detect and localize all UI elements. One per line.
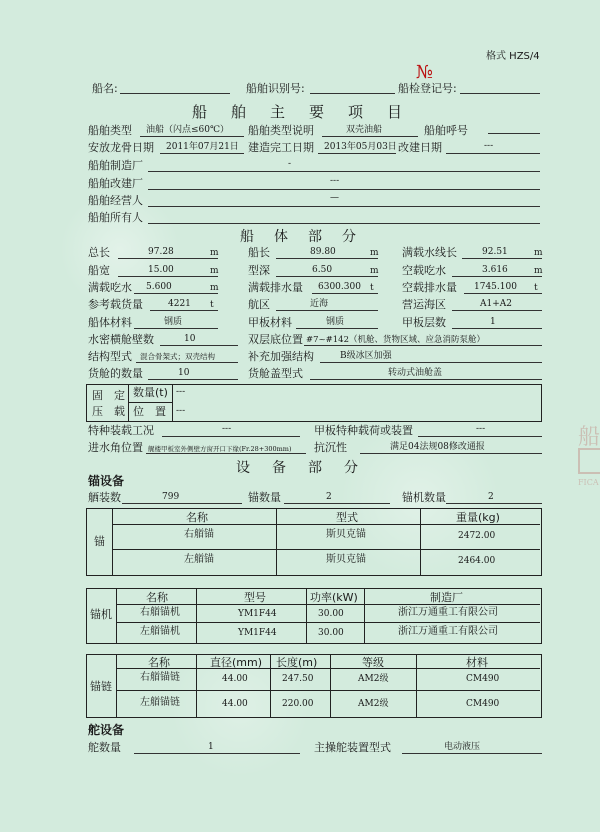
ice-label: 补充加强结构 (248, 350, 314, 363)
anchor-col-line-2 (420, 508, 421, 575)
depth-value: 6.50 (312, 265, 333, 275)
table-row: 右艏锚链 (140, 672, 180, 683)
table-row: 右艏锚机 (140, 607, 180, 618)
steering-line (402, 753, 542, 754)
chain-0-grade: AM2级 (358, 674, 389, 684)
windlass-qty-label: 锚机数量 (402, 491, 446, 504)
table-row: 右艏锚 (184, 529, 214, 540)
lbp-value: 89.80 (310, 247, 336, 257)
operator-line (148, 206, 540, 207)
fitting-no-value: 799 (162, 492, 180, 502)
deck-count-label: 甲板层数 (402, 316, 446, 329)
windlass-qty-line (446, 503, 542, 504)
depth-line (276, 276, 378, 277)
builder-line (148, 171, 540, 172)
keel-date-value: 2011年07月21日 (166, 142, 239, 152)
full-draft-label: 满载吃水 (88, 281, 132, 294)
chain-0-dia: 44.00 (222, 674, 248, 684)
chain-header-dia: 直径(mm) (210, 656, 263, 669)
owner-label: 船舶所有人 (88, 211, 143, 224)
full-draft-line (134, 293, 218, 294)
chain-0-mat: CM490 (466, 674, 500, 684)
light-draft-unit: m (534, 266, 543, 276)
light-draft-value: 3.616 (482, 265, 508, 275)
special-cond-value: --- (222, 424, 232, 434)
rudder-qty-value: 1 (208, 742, 214, 752)
anchor-qty-label: 锚数量 (248, 491, 281, 504)
ice-value: B级冰区加强 (340, 351, 392, 361)
deck-count-value: 1 (490, 317, 496, 327)
structure-line (136, 362, 238, 363)
holds-label: 货舱的数量 (88, 367, 143, 380)
light-disp-unit: t (534, 283, 538, 293)
loa-unit: m (210, 248, 219, 258)
hull-title: 船体部分 (240, 229, 376, 245)
side-watermark-emblem (578, 448, 600, 474)
windlass-table-divider (116, 588, 117, 643)
nav-area-value: 近海 (310, 299, 329, 309)
nav-area-label: 航区 (248, 298, 270, 311)
operator-value: — (330, 193, 339, 203)
ballast-inner-line (128, 402, 172, 403)
hatch-value: 转动式油舱盖 (388, 368, 443, 378)
chain-header-len: 长度(m) (276, 656, 318, 669)
call-sign-line (488, 133, 540, 134)
breadth-unit: m (210, 266, 219, 276)
steering-label: 主操舵装置型式 (314, 741, 391, 754)
windlass-1-model: YM1F44 (238, 628, 277, 638)
table-row: 左艏锚链 (140, 697, 180, 708)
windlass-1-maker: 浙江万通重工有限公司 (398, 626, 498, 637)
structure-label: 结构型式 (88, 350, 132, 363)
ship-type-line (140, 136, 244, 137)
sink-label: 抗沉性 (314, 441, 347, 454)
flood-line (146, 453, 306, 454)
windlass-header-power: 功率(kW) (310, 591, 358, 604)
windlass-header-line (116, 604, 540, 605)
table-row: 左艏锚 (184, 554, 214, 565)
special-cond-label: 特种装载工况 (88, 424, 154, 437)
light-draft-label: 空载吃水 (402, 264, 446, 277)
ship-type-value: 油船（闪点≤60℃） (146, 125, 230, 135)
ballast-pos-label: 位 置 (133, 405, 166, 418)
special-deck-label: 甲板特种载荷或装置 (314, 424, 413, 437)
equipment-title: 设备部分 (236, 460, 380, 476)
deck-count-line (452, 328, 542, 329)
ref-cargo-label: 参考载货量 (88, 298, 143, 311)
deck-mat-line (296, 328, 378, 329)
chain-1-len: 220.00 (282, 699, 314, 709)
chain-header-grade: 等级 (362, 656, 384, 669)
depth-unit: m (370, 266, 379, 276)
light-disp-value: 1745.100 (474, 282, 517, 292)
depth-label: 型深 (248, 264, 270, 277)
type-desc-value: 双壳油船 (346, 125, 383, 135)
nav-area-line (276, 310, 378, 311)
conversion-line (148, 189, 540, 190)
modify-value: --- (484, 141, 494, 151)
anchor-header-name: 名称 (186, 511, 208, 524)
modify-label: 改建日期 (398, 141, 442, 154)
lbp-label: 船长 (248, 246, 270, 259)
side-watermark: 船 (578, 425, 600, 450)
windlass-row-line (116, 622, 540, 623)
windlass-header-name: 名称 (146, 591, 168, 604)
type-desc-label: 船舶类型说明 (248, 124, 314, 137)
ballast-qty-value: --- (176, 387, 186, 397)
rudder-qty-line (134, 753, 300, 754)
op-area-line (452, 310, 542, 311)
call-sign-label: 船舶呼号 (424, 124, 468, 137)
op-area-label: 营运海区 (402, 298, 446, 311)
ballast-divider-2 (172, 384, 173, 421)
ship-type-label: 船舶类型 (88, 124, 132, 137)
full-draft-value: 5.600 (146, 282, 172, 292)
ballast-pos-value: --- (176, 406, 186, 416)
fitting-no-line (122, 503, 242, 504)
chain-header-name: 名称 (148, 656, 170, 669)
holds-line (148, 379, 238, 380)
serial-mark: № (416, 62, 434, 83)
anchor-1-weight: 2464.00 (458, 556, 496, 566)
anchor-header-weight: 重量(kg) (456, 511, 500, 524)
windlass-col-line-2 (306, 588, 307, 643)
ship-id-line (310, 93, 395, 94)
dbl-bottom-value: #7~#142（机舱、货物区域、应急消防泵舱） (306, 335, 485, 345)
lwl-unit: m (534, 248, 543, 258)
anchor-1-type: 斯贝克锚 (326, 554, 366, 565)
reg-no-label: 船检登记号: (398, 82, 457, 95)
ship-name-label: 船名: (92, 82, 118, 95)
full-disp-label: 满载排水量 (248, 281, 303, 294)
ballast-fixed-label: 固 定 (92, 389, 125, 402)
breadth-label: 船宽 (88, 264, 110, 277)
hull-mat-label: 船体材料 (88, 316, 132, 329)
operator-label: 船舶经营人 (88, 194, 143, 207)
windlass-col-line-1 (196, 588, 197, 643)
breadth-line (118, 276, 218, 277)
ship-name-line (120, 93, 230, 94)
special-deck-value: --- (476, 424, 486, 434)
anchor-group-label: 锚 (94, 535, 105, 548)
builder-value: - (288, 159, 292, 169)
chain-col-line-1 (196, 654, 197, 717)
full-disp-line (312, 293, 378, 294)
anchor-qty-value: 2 (326, 492, 332, 502)
windlass-header-model: 型号 (244, 591, 266, 604)
hull-mat-line (134, 328, 218, 329)
ref-cargo-unit: t (210, 300, 214, 310)
windlass-header-maker: 制造厂 (430, 591, 463, 604)
chain-col-line-2 (270, 654, 271, 717)
ref-cargo-value: 4221 (168, 299, 191, 309)
full-disp-unit: t (370, 283, 374, 293)
anchor-header-type: 型式 (336, 511, 358, 524)
side-watermark-text: FICA (578, 478, 599, 487)
fitting-no-label: 舾装数 (88, 491, 121, 504)
hatch-label: 货舱盖型式 (248, 367, 303, 380)
chain-row-line (116, 690, 540, 691)
ballast-press-label: 压 载 (92, 405, 125, 418)
deck-mat-value: 钢质 (326, 317, 345, 327)
lbp-unit: m (370, 248, 379, 258)
special-cond-line (162, 436, 300, 437)
flood-label: 进水角位置 (88, 441, 143, 454)
lwl-line (462, 258, 542, 259)
structure-value: 混合骨架式；双壳结构 (140, 352, 215, 361)
chain-col-line-3 (330, 654, 331, 717)
conversion-value: --- (330, 176, 340, 186)
bulkhead-value: 10 (184, 334, 196, 344)
completion-line (318, 153, 396, 154)
keel-date-line (160, 153, 244, 154)
hull-mat-value: 钢质 (164, 317, 183, 327)
ballast-qty-label: 数量(t) (133, 386, 168, 399)
main-items-title: 船舶主要项目 (192, 103, 427, 121)
owner-line (148, 223, 540, 224)
light-disp-line (464, 293, 542, 294)
lwl-label: 满载水线长 (402, 246, 457, 259)
full-draft-unit: m (210, 283, 219, 293)
anchor-table-divider (112, 508, 113, 575)
lwl-value: 92.51 (482, 247, 508, 257)
special-deck-line (418, 436, 542, 437)
rudder-qty-label: 舵数量 (88, 741, 121, 754)
chain-1-grade: AM2级 (358, 699, 389, 709)
anchor-qty-line (284, 503, 390, 504)
anchor-0-weight: 2472.00 (458, 531, 496, 541)
rudder-section-title: 舵设备 (88, 723, 125, 737)
table-row: 左艏锚机 (140, 626, 180, 637)
anchor-table-header-line (112, 524, 540, 525)
loa-label: 总长 (88, 246, 110, 259)
holds-value: 10 (178, 368, 190, 378)
loa-value: 97.28 (148, 247, 174, 257)
light-draft-line (452, 276, 542, 277)
windlass-0-model: YM1F44 (238, 609, 277, 619)
reg-no-line (460, 93, 540, 94)
modify-line (446, 153, 540, 154)
type-desc-line (322, 136, 418, 137)
light-disp-label: 空载排水量 (402, 281, 457, 294)
anchor-col-line-1 (276, 508, 277, 575)
deck-mat-label: 甲板材料 (248, 316, 292, 329)
chain-header-mat: 材料 (466, 656, 488, 669)
chain-1-dia: 44.00 (222, 699, 248, 709)
anchor-table-row-line (112, 549, 540, 550)
sink-line (360, 453, 542, 454)
conversion-label: 船舶改建厂 (88, 177, 143, 190)
ship-id-label: 船舶识别号: (246, 82, 305, 95)
anchor-0-type: 斯贝克锚 (326, 529, 366, 540)
windlass-0-maker: 浙江万通重工有限公司 (398, 607, 498, 618)
full-disp-value: 6300.300 (318, 282, 361, 292)
ice-line (320, 362, 542, 363)
windlass-1-power: 30.00 (318, 628, 344, 638)
windlass-col-line-3 (364, 588, 365, 643)
hatch-line (310, 379, 542, 380)
lbp-line (276, 258, 378, 259)
flood-value: 艉楼甲板室外侧壁方窗开口下缘(Fr.28+300mm) (148, 445, 292, 453)
sink-value: 满足04法规08修改通报 (390, 442, 485, 452)
form-code: 格式 HZS/4 (486, 51, 540, 62)
steering-value: 电动液压 (444, 742, 481, 752)
completion-value: 2013年05月03日 (324, 142, 397, 152)
dbl-bottom-label: 双层底位置 (248, 333, 303, 346)
bulkhead-label: 水密横舱壁数 (88, 333, 154, 346)
chain-0-len: 247.50 (282, 674, 314, 684)
windlass-0-power: 30.00 (318, 609, 344, 619)
op-area-value: A1+A2 (480, 299, 512, 309)
dbl-bottom-line (304, 345, 542, 346)
chain-table-divider (116, 654, 117, 717)
keel-date-label: 安放龙骨日期 (88, 141, 154, 154)
windlass-group-label: 锚机 (90, 608, 112, 621)
windlass-qty-value: 2 (488, 492, 494, 502)
loa-line (118, 258, 218, 259)
chain-group-label: 锚链 (90, 680, 112, 693)
builder-label: 船舶制造厂 (88, 159, 143, 172)
chain-col-line-4 (416, 654, 417, 717)
breadth-value: 15.00 (148, 265, 174, 275)
completion-label: 建造完工日期 (248, 141, 314, 154)
anchor-section-title: 锚设备 (88, 474, 125, 488)
bulkhead-line (160, 345, 238, 346)
chain-1-mat: CM490 (466, 699, 500, 709)
ref-cargo-line (150, 310, 218, 311)
